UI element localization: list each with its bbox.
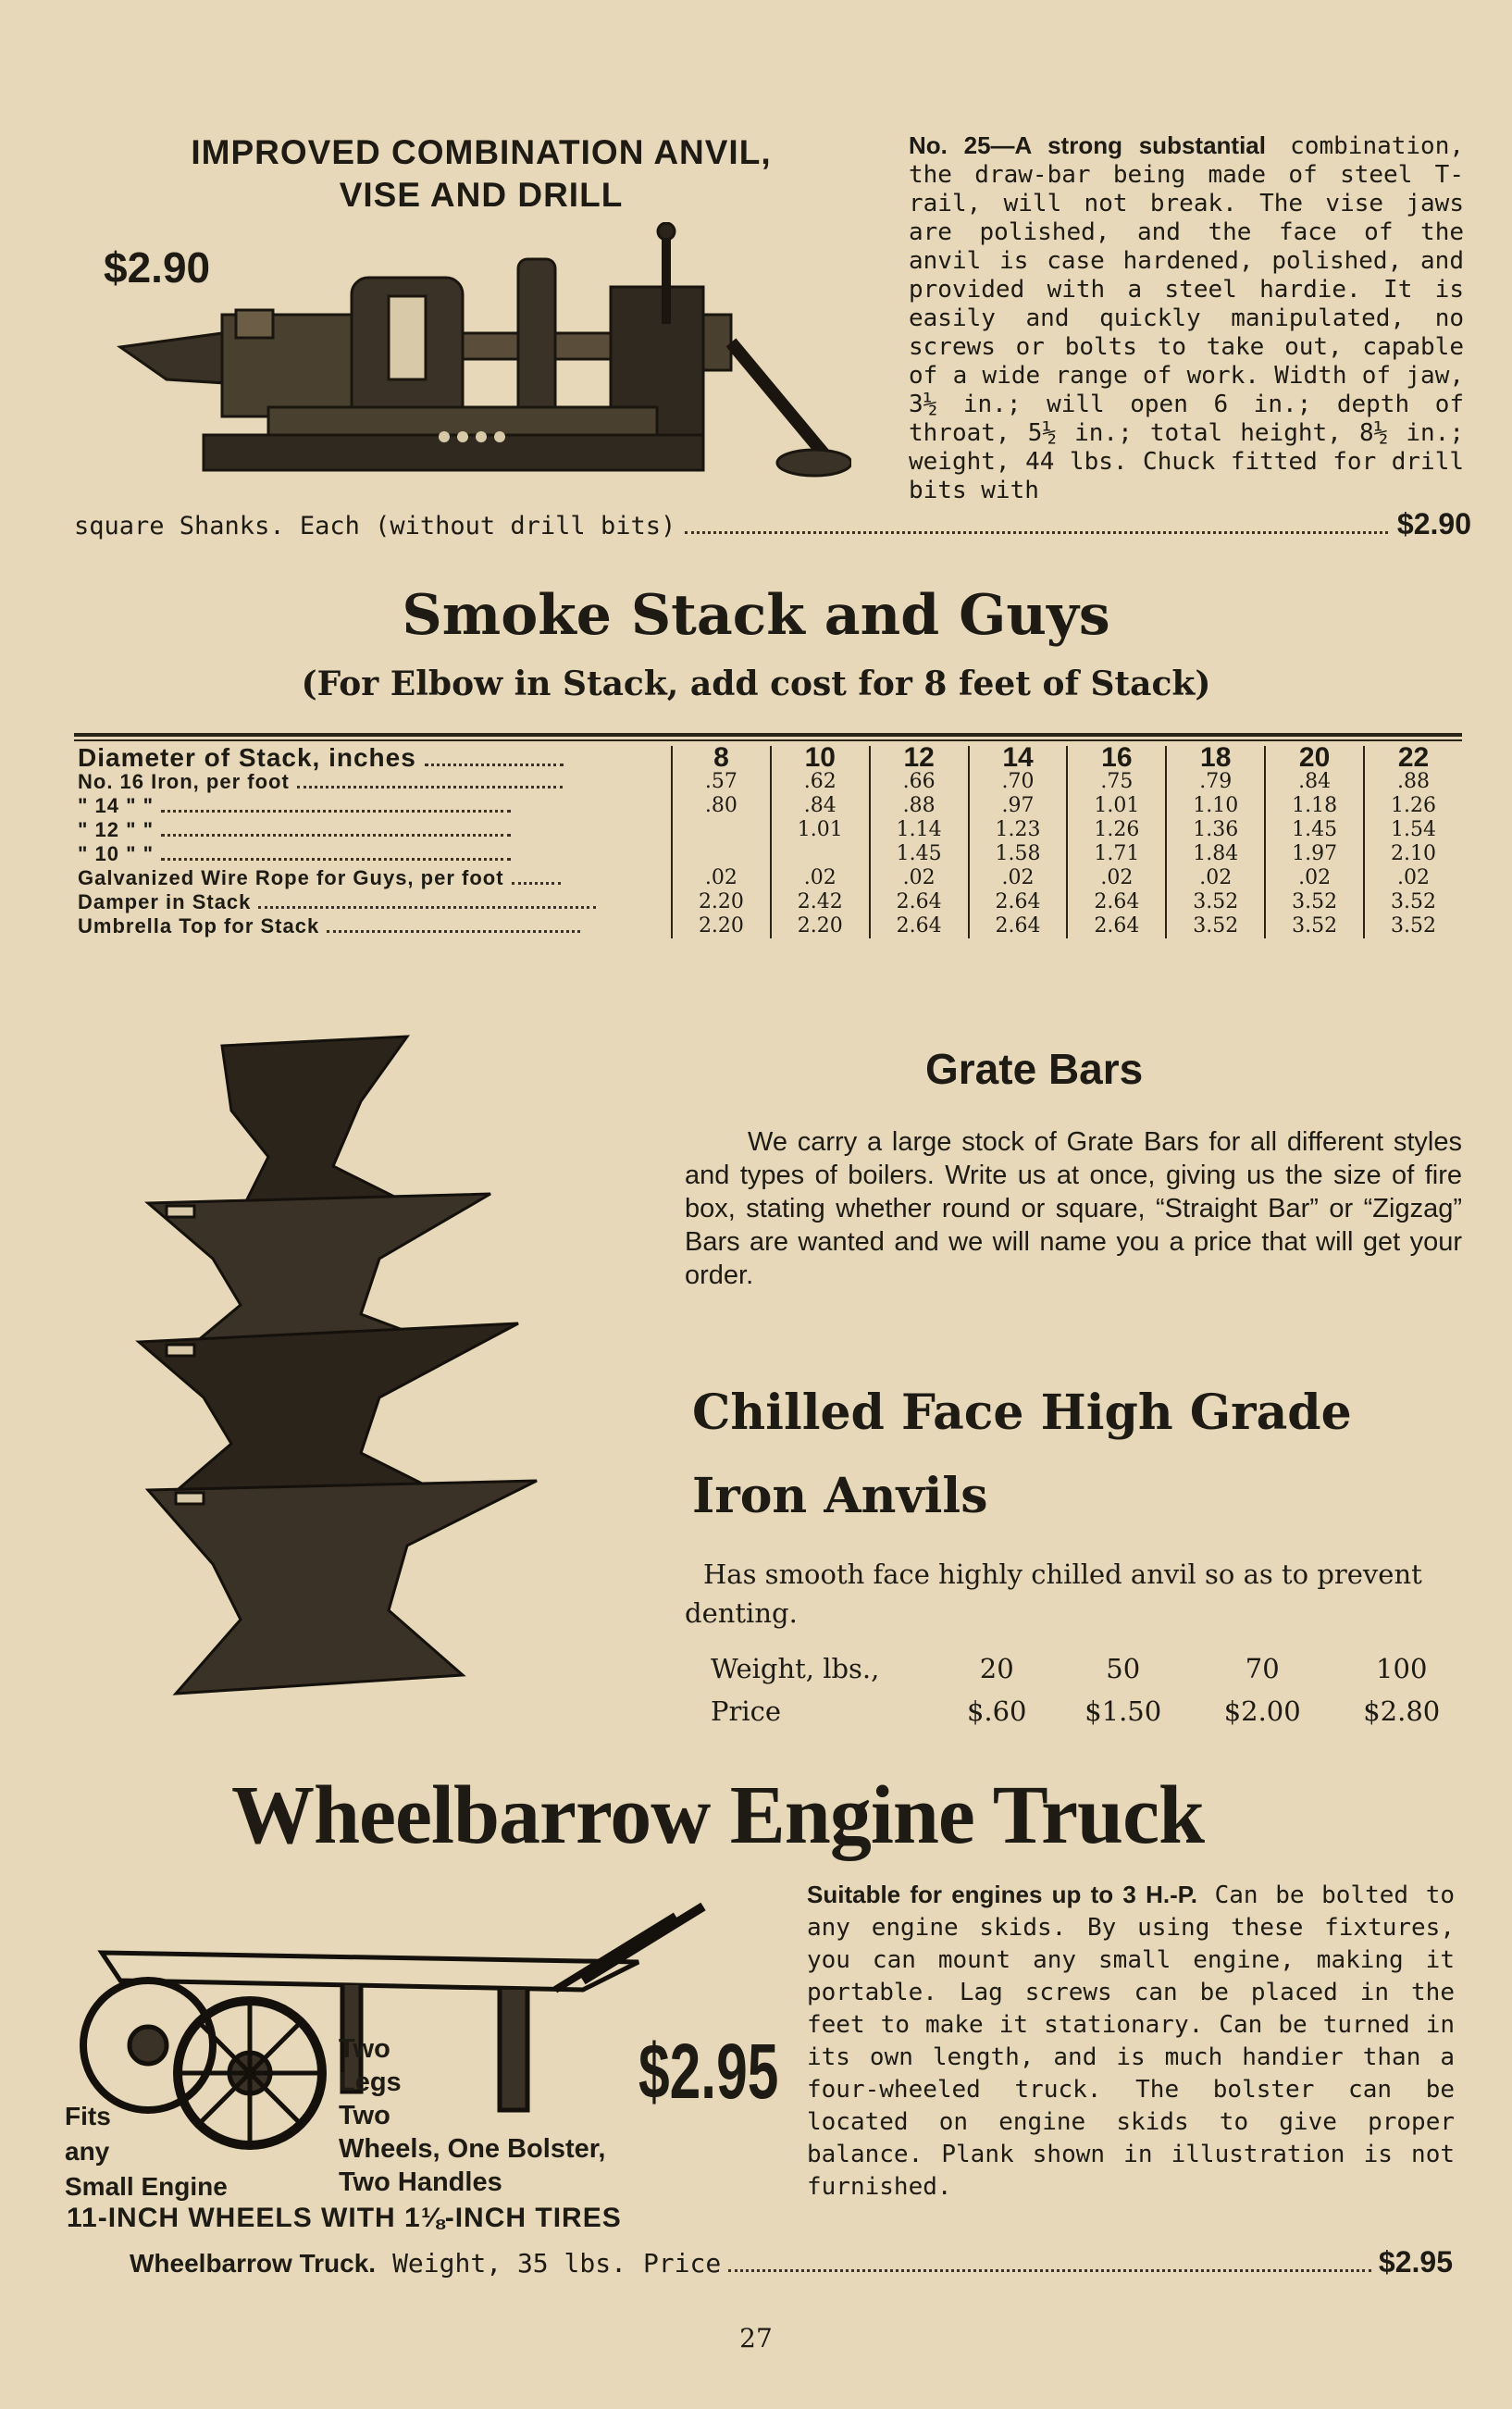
price-cell: [771, 842, 870, 866]
parts-line: Legs: [339, 2068, 402, 2097]
anvil-price-row: [703, 1690, 1471, 1732]
price-cell: 1.18: [1265, 794, 1364, 818]
fits-line: Small Engine: [65, 2172, 228, 2201]
price-cell: 3.52: [1364, 890, 1462, 914]
price-cell: 2.64: [1067, 890, 1166, 914]
fits-line: any: [65, 2137, 110, 2166]
price-cell: 2.20: [672, 890, 771, 914]
diameter-label: Diameter of Stack, inches: [74, 746, 672, 770]
price-cell: 2.64: [969, 890, 1068, 914]
row-label: No. 16 Iron, per foot: [74, 770, 672, 794]
table-row: [74, 794, 1462, 818]
price-cell: 2.64: [969, 914, 1068, 938]
grate-bars-title: Grate Bars: [925, 1045, 1144, 1093]
price-cell: 2.20: [771, 914, 870, 938]
table-row: [74, 914, 1462, 938]
weight-cell: 50: [1106, 1653, 1141, 1684]
price-cell: 1.10: [1166, 794, 1265, 818]
price-cell: 2.42: [771, 890, 870, 914]
price-cell: 3.52: [1364, 914, 1462, 938]
table-top-rule: [74, 733, 1462, 737]
diameter-cell: 10: [771, 746, 870, 770]
table-row: [74, 818, 1462, 842]
price-cell: .02: [969, 866, 1068, 890]
price-cell: [672, 842, 771, 866]
smoke-stack-price-table: [74, 742, 1462, 938]
price-cell: .02: [1265, 866, 1364, 890]
price-cell: 1.84: [1166, 842, 1265, 866]
smoke-stack-subtitle: (For Elbow in Stack, add cost for 8 feet of Stack): [301, 664, 1211, 703]
order-weight: Weight, 35 lbs.: [392, 2248, 626, 2279]
wheelbarrow-title: Wheelbarrow Engine Truck: [231, 1769, 1205, 1861]
vise-price: $2.90: [1396, 507, 1471, 540]
weight-cell: 20: [979, 1653, 1014, 1684]
row-label: Umbrella Top for Stack: [74, 914, 672, 938]
grate-bars-description: We carry a large stock of Grate Bars for all different styles and types of boilers. Write us at once, giving us the size of fire box, stating whether round or square, “Straight Bar” or “Zigzag” Bars are wanted and we will name you a price that will get your order.: [685, 1127, 1462, 1290]
wheelbarrow-wheels-spec: 11-INCH WHEELS WITH 1⅛-INCH TIRES: [67, 2203, 622, 2233]
price-cell: 1.14: [870, 818, 969, 842]
price-cell: 1.01: [1067, 794, 1166, 818]
price-cell: .88: [870, 794, 969, 818]
price-cell: .84: [771, 794, 870, 818]
row-label: " 10 " ": [74, 842, 672, 866]
price-cell: 2.64: [870, 914, 969, 938]
price-cell: 3.52: [1265, 914, 1364, 938]
row-label: Galvanized Wire Rope for Guys, per foot: [74, 866, 672, 890]
anvils-title: Chilled Face High Grade Iron Anvils: [692, 1385, 1352, 1524]
price-cell: 1.26: [1067, 818, 1166, 842]
table-top-rule-thin: [74, 739, 1462, 741]
price-cell: 2.10: [1364, 842, 1462, 866]
price-cell: 1.45: [1265, 818, 1364, 842]
price-cell: 1.97: [1265, 842, 1364, 866]
wheelbarrow-order-line: [130, 2245, 1453, 2279]
parts-line: Two: [339, 2101, 390, 2130]
diameter-cell: 22: [1364, 746, 1462, 770]
wheelbarrow-fits-note: [65, 2099, 228, 2204]
price-cell: 1.54: [1364, 818, 1462, 842]
wheelbarrow-parts-list: [339, 2032, 605, 2199]
vise-title-line1: IMPROVED COMBINATION ANVIL,: [191, 133, 772, 171]
price-cell: 1.36: [1166, 818, 1265, 842]
price-cell: .84: [1265, 770, 1364, 794]
wheelbarrow-price: $2.95: [1378, 2245, 1453, 2279]
diameter-cell: 20: [1265, 746, 1364, 770]
price-cell: .80: [672, 794, 771, 818]
anvil-weight-row: [703, 1647, 1471, 1690]
price-cell: 3.52: [1166, 890, 1265, 914]
vise-title-line2: VISE AND DRILL: [339, 176, 624, 214]
wheelbarrow-desc-body: Can be bolted to any engine skids. By using these fixtures, you can mount any small engine, making it portable. Lag screws can be placed in the feet to make it stationary. Can be turned in its own length, and is much handier than a four-wheeled truck. The bolster can be located on engine skids to give proper balance. Plank shown in illustration is not furnished.: [807, 1881, 1456, 2201]
price-cell: [672, 818, 771, 842]
price-cell: .02: [1364, 866, 1462, 890]
price-cell: .02: [672, 866, 771, 890]
row-label: " 14 " ": [74, 794, 672, 818]
price-cell: 3.52: [1265, 890, 1364, 914]
page-number: 27: [739, 2323, 773, 2353]
parts-line: Wheels, One Bolster,: [339, 2134, 606, 2164]
price-cell: .62: [771, 770, 870, 794]
price-cell: $1.50: [1084, 1695, 1162, 1727]
price-cell: 2.64: [870, 890, 969, 914]
price-cell: 1.23: [969, 818, 1068, 842]
wheelbarrow-price-big: $2.95: [638, 2028, 779, 2115]
order-name: Wheelbarrow Truck.: [130, 2249, 377, 2278]
price-cell: .75: [1067, 770, 1166, 794]
parts-line: Two Handles: [339, 2167, 502, 2197]
price-cell: 1.26: [1364, 794, 1462, 818]
price-cell: .97: [969, 794, 1068, 818]
vise-desc-lead: No. 25—A strong substantial: [909, 131, 1266, 159]
price-cell: .66: [870, 770, 969, 794]
price-cell: $.60: [966, 1695, 1027, 1727]
leader-dots: [685, 531, 1388, 534]
diameter-cell: 18: [1166, 746, 1265, 770]
price-cell: .79: [1166, 770, 1265, 794]
weight-cell: 100: [1376, 1653, 1428, 1684]
leader-dots: [728, 2269, 1371, 2272]
price-cell: .02: [1067, 866, 1166, 890]
vise-shank-text: square Shanks. Each (without drill bits): [74, 512, 676, 540]
price-cell: 3.52: [1166, 914, 1265, 938]
fits-line: Fits: [65, 2102, 111, 2130]
parts-line: Two: [339, 2034, 390, 2064]
vise-description: [909, 131, 1464, 505]
diameter-cell: 16: [1067, 746, 1166, 770]
price-cell: .02: [771, 866, 870, 890]
price-cell: 2.20: [672, 914, 771, 938]
smoke-stack-title: Smoke Stack and Guys: [402, 583, 1110, 648]
vise-price-big: $2.90: [104, 243, 211, 292]
table-row: [74, 890, 1462, 914]
diameter-cell: 12: [870, 746, 969, 770]
anvils-description: Has smooth face highly chilled anvil so as to prevent denting.: [685, 1558, 1422, 1629]
table-row: [74, 842, 1462, 866]
diameter-cell: 14: [969, 746, 1068, 770]
wheelbarrow-description: [807, 1879, 1455, 2204]
weight-label: Weight, lbs.,: [711, 1653, 880, 1684]
price-cell: 2.64: [1067, 914, 1166, 938]
price-cell: 1.45: [870, 842, 969, 866]
diameter-cell: 8: [672, 746, 771, 770]
wheelbarrow-desc-first: Suitable for engines up to 3 H.-P.: [807, 1881, 1197, 1908]
vise-title: [93, 131, 870, 217]
table-row: [74, 770, 1462, 794]
price-cell: .88: [1364, 770, 1462, 794]
table-header-row: [74, 746, 1462, 770]
price-cell: .70: [969, 770, 1068, 794]
price-cell: $2.00: [1223, 1695, 1301, 1727]
price-cell: .02: [870, 866, 969, 890]
price-label: Price: [711, 1695, 782, 1727]
price-cell: 1.01: [771, 818, 870, 842]
vise-desc-body: combination, the draw-bar being made of steel T-rail, will not break. The vise jaws are polished, and the face of the anvil is case hardened, polished, and provided with a steel hardie. It is easily and quickly manipulated, no screws or bolts to take out, capable of a wide range of work. Width of jaw, 3½ in.; will open 6 in.; depth of throat, 5½ in.; total height, 8½ in.; weight, 44 lbs. Chuck fitted for drill bits with: [909, 132, 1465, 504]
vise-illustration: [111, 222, 851, 500]
order-price-label: Price: [642, 2248, 722, 2279]
price-cell: $2.80: [1363, 1695, 1441, 1727]
weight-cell: 70: [1245, 1653, 1280, 1684]
price-cell: .02: [1166, 866, 1265, 890]
row-label: Damper in Stack: [74, 890, 672, 914]
price-cell: 1.58: [969, 842, 1068, 866]
anvils-illustration: [130, 1027, 555, 1703]
price-cell: .57: [672, 770, 771, 794]
anvil-price-table: [703, 1647, 1471, 1732]
table-row: [74, 866, 1462, 890]
vise-order-line: [74, 507, 1471, 541]
price-cell: 1.71: [1067, 842, 1166, 866]
row-label: " 12 " ": [74, 818, 672, 842]
